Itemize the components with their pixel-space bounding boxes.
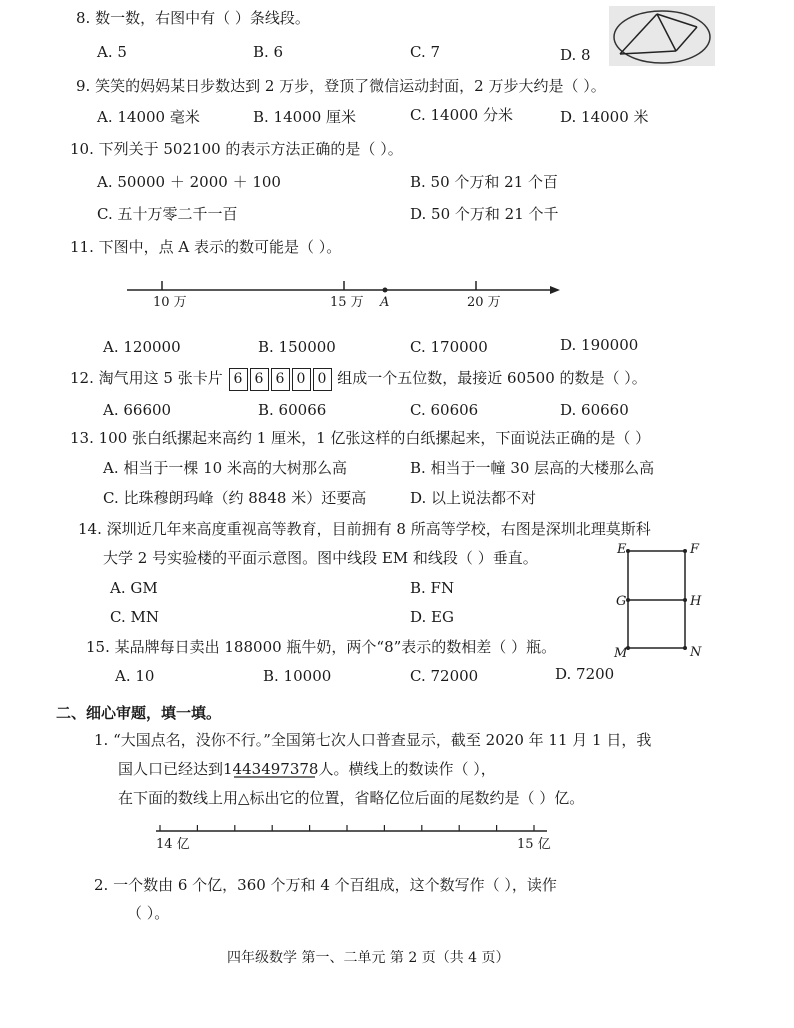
card-3: 6	[271, 368, 290, 391]
q10-option-a: A. 50000 ＋ 2000 ＋ 100	[97, 173, 281, 191]
q14-option-b: B. FN	[410, 579, 455, 597]
q10-option-c: C. 五十万零二千一百	[97, 205, 238, 223]
q14-figure	[626, 549, 687, 650]
q12-option-d: D. 60660	[560, 401, 629, 419]
q8-stem: 8. 数一数，右图中有（ ）条线段。	[76, 9, 310, 27]
q11-label-10wan: 10 万	[153, 295, 187, 310]
q14-option-c: C. MN	[110, 608, 159, 626]
s2q1-label-15yi: 15 亿	[517, 837, 551, 852]
q9-option-d: D. 14000 米	[560, 108, 649, 126]
q12-stem-post: 组成一个五位数，最接近 60500 的数是（ ）。	[337, 369, 647, 387]
q10-stem: 10. 下列关于 502100 的表示方法正确的是（ ）。	[70, 140, 403, 158]
q10-option-d: D. 50 个万和 21 个千	[410, 205, 559, 223]
card-1: 6	[229, 368, 248, 391]
q14-option-d: D. EG	[410, 608, 454, 626]
q8-option-b: B. 6	[253, 43, 284, 61]
q13-option-b: B. 相当于一幢 30 层高的大楼那么高	[410, 459, 655, 477]
card-4: 0	[292, 368, 311, 391]
q12-option-c: C. 60606	[410, 401, 479, 419]
q14-label-g: G	[616, 594, 627, 609]
q13-option-d: D. 以上说法都不对	[410, 489, 537, 507]
q14-label-f: F	[690, 542, 700, 557]
q14-label-e: E	[617, 542, 627, 557]
q12-option-b: B. 60066	[258, 401, 327, 419]
q14-label-n: N	[690, 645, 702, 660]
q8-option-d: D. 8	[560, 46, 591, 64]
q11-option-c: C. 170000	[410, 338, 488, 356]
q12-stem	[70, 366, 647, 391]
q14-stem-line2: 大学 2 号实验楼的平面示意图。图中线段 EM 和线段（ ）垂直。	[103, 549, 538, 567]
card-5: 0	[313, 368, 332, 391]
section2-heading: 二、细心审题，填一填。	[56, 704, 222, 722]
q12-stem-pre: 12. 淘气用这 5 张卡片	[70, 369, 223, 387]
q9-option-a: A. 14000 毫米	[97, 108, 200, 126]
q13-option-a: A. 相当于一棵 10 米高的大树那么高	[103, 459, 347, 477]
s2q1-line1: 1. “大国点名，没你不行。”全国第七次人口普查显示，截至 2020 年 11 月 1 日，我	[94, 731, 652, 749]
s2q1-line2	[118, 762, 496, 777]
q8-option-c: C. 7	[410, 43, 441, 61]
q13-stem: 13. 100 张白纸摞起来高约 1 厘米，1 亿张这样的白纸摞起来，下面说法正确的是（ ）	[70, 429, 651, 447]
q9-stem: 9. 笑笑的妈妈某日步数达到 2 万步，登顶了微信运动封面，2 万步大约是（ ）。	[76, 77, 606, 95]
q9-option-c: C. 14000 分米	[410, 106, 513, 124]
s2q1-line3: 在下面的数线上用△标出它的位置，省略亿位后面的尾数约是（ ）亿。	[118, 789, 585, 807]
s2q2-line2: （ ）。	[127, 904, 170, 922]
s2q1-label-14yi: 14 亿	[156, 837, 190, 852]
q8-figure	[609, 6, 715, 66]
s2q2-line1: 2. 一个数由 6 个亿，360 个万和 4 个百组成，这个数写作（ ），读作	[94, 876, 557, 894]
q11-option-d: D. 190000	[560, 336, 639, 354]
q14-label-m: M	[614, 646, 628, 661]
population-number: 1443497378	[223, 760, 319, 778]
q13-option-c: C. 比珠穆朗玛峰（约 8848 米）还要高	[103, 489, 367, 507]
q14-stem-line1: 14. 深圳近几年来高度重视高等教育，目前拥有 8 所高等学校，右图是深圳北理莫斯科	[78, 520, 651, 538]
q9-option-b: B. 14000 厘米	[253, 108, 357, 126]
q14-option-a: A. GM	[110, 579, 158, 597]
q15-option-b: B. 10000	[263, 667, 332, 685]
q11-option-a: A. 120000	[103, 338, 181, 356]
q10-option-b: B. 50 个万和 21 个百	[410, 173, 559, 191]
q11-label-a: A	[380, 295, 390, 310]
page-footer: 四年级数学 第一、二单元 第 2 页（共 4 页）	[227, 950, 510, 966]
q11-option-b: B. 150000	[258, 338, 336, 356]
q11-stem: 11. 下图中，点 A 表示的数可能是（ ）。	[70, 238, 342, 256]
q11-number-line	[127, 281, 560, 294]
q15-option-c: C. 72000	[410, 667, 479, 685]
q15-stem: 15. 某品牌每日卖出 188000 瓶牛奶，两个“8”表示的数相差（ ）瓶。	[86, 638, 557, 656]
card-2: 6	[250, 368, 269, 391]
s2q1-line2-post: 人。横线上的数读作（ ），	[318, 760, 496, 778]
q11-label-15wan: 15 万	[330, 295, 364, 310]
q14-label-h: H	[690, 594, 702, 609]
q15-option-a: A. 10	[115, 667, 155, 685]
q15-option-d: D. 7200	[555, 665, 615, 683]
q11-label-20wan: 20 万	[467, 295, 501, 310]
s2q1-line2-pre: 国人口已经达到	[118, 760, 224, 778]
s2q1-number-line	[156, 825, 547, 831]
q8-option-a: A. 5	[97, 43, 127, 61]
q12-option-a: A. 66600	[103, 401, 172, 419]
